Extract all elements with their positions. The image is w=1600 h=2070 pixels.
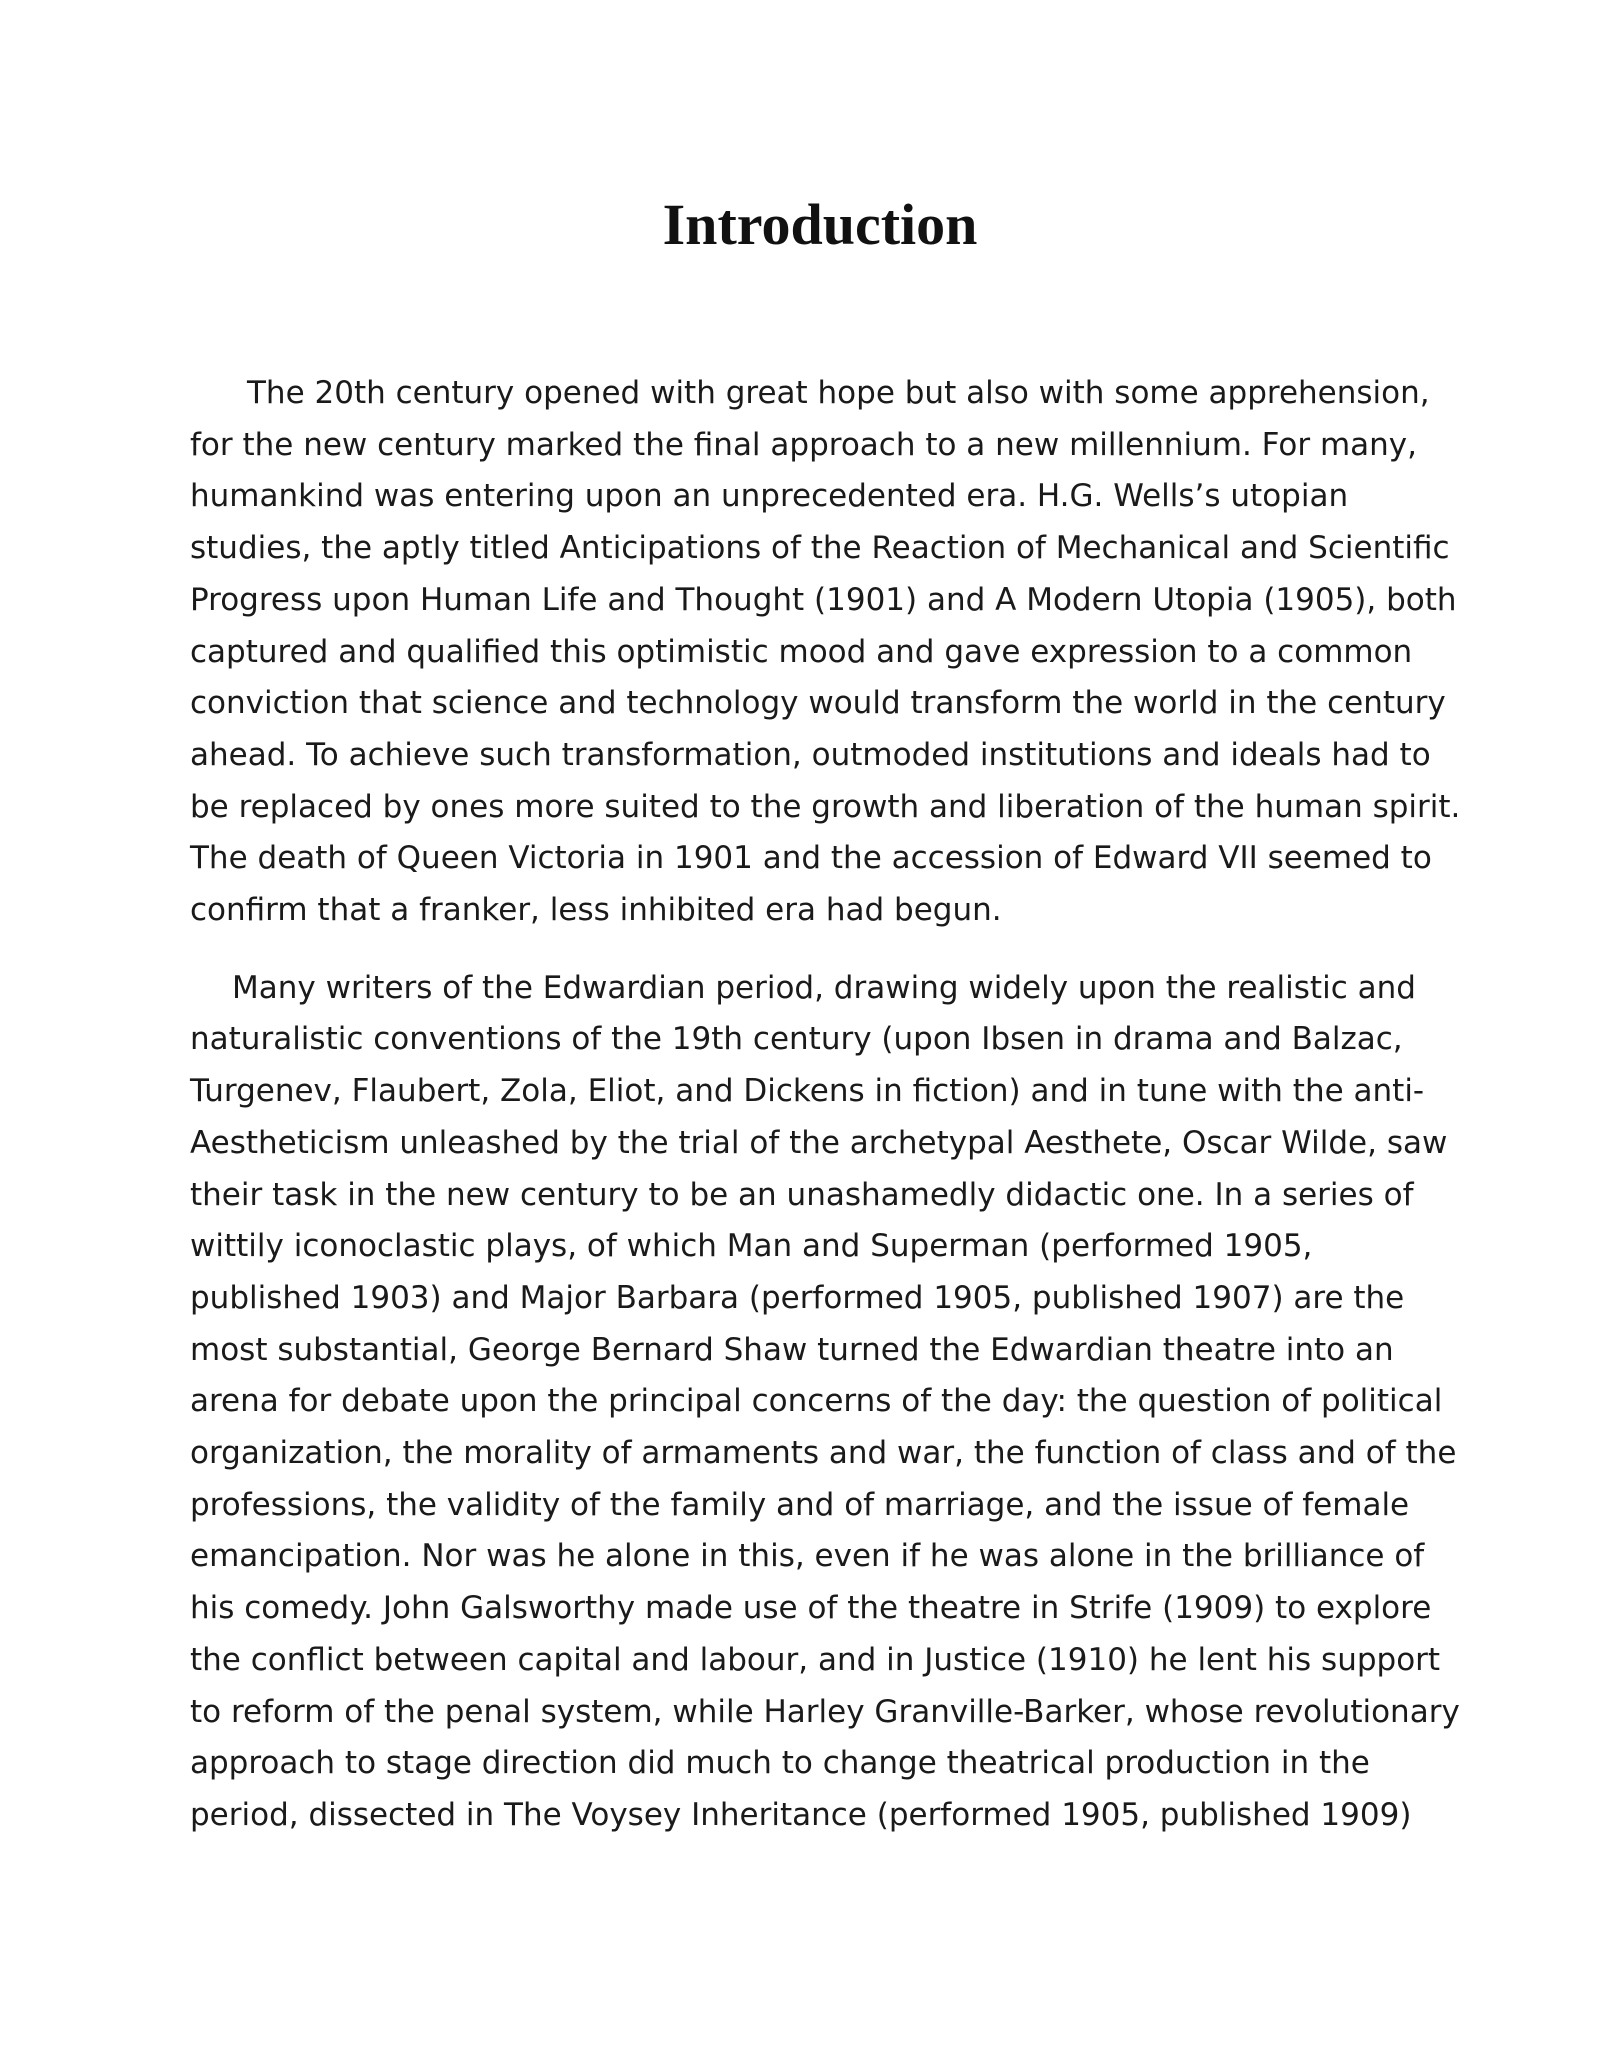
text-line: his comedy. John Galsworthy made use of the theatre in Strife (1909) to explore <box>190 1590 1432 1627</box>
text-line: be replaced by ones more suited to the growth and liberation of the human spirit. <box>190 788 1461 825</box>
text-line: most substantial, George Bernard Shaw turned the Edwardian theatre into an <box>190 1331 1394 1368</box>
document-body <box>190 368 1461 1842</box>
text-line: emancipation. Nor was he alone in this, even if he was alone in the brilliance of <box>190 1538 1425 1575</box>
paragraph-spacer <box>190 937 1430 963</box>
text-line: Aestheticism unleashed by the trial of the archetypal Aesthete, Oscar Wilde, saw <box>190 1124 1448 1161</box>
text-line: professions, the validity of the family and of marriage, and the issue of female <box>190 1486 1410 1523</box>
text-line: studies, the aptly titled Anticipations of the Reaction of Mechanical and Scientific <box>190 530 1450 567</box>
text-line: The death of Queen Victoria in 1901 and the accession of Edward VII seemed to <box>190 840 1432 877</box>
text-line: Turgenev, Flaubert, Zola, Eliot, and Dickens in fiction) and in tune with the anti- <box>190 1073 1425 1110</box>
text-line: captured and qualified this optimistic mood and gave expression to a common <box>190 633 1413 670</box>
page-title: Introduction <box>662 192 978 257</box>
text-line: to reform of the penal system, while Harley Granville-Barker, whose revolutionary <box>190 1693 1460 1730</box>
text-line: arena for debate upon the principal concerns of the day: the question of political <box>190 1383 1443 1420</box>
text-line: the conflict between capital and labour, and in Justice (1910) he lent his support <box>190 1641 1441 1678</box>
paragraph-1 <box>190 368 1461 937</box>
paragraph-2 <box>190 963 1460 1842</box>
text-line: period, dissected in The Voysey Inheritance (performed 1905, published 1909) <box>190 1796 1412 1833</box>
text-line: wittily iconoclastic plays, of which Man and Superman (performed 1905, <box>190 1228 1313 1265</box>
text-line: The 20th century opened with great hope but also with some apprehension, <box>247 375 1430 411</box>
text-line: naturalistic conventions of the 19th century (upon Ibsen in drama and Balzac, <box>190 1021 1403 1058</box>
text-line: their task in the new century to be an unashamedly didactic one. In a series of <box>190 1176 1414 1213</box>
text-line: organization, the morality of armaments and war, the function of class and of the <box>190 1435 1457 1472</box>
text-line: confirm that a franker, less inhibited era had begun. <box>190 892 1002 929</box>
text-line: published 1903) and Major Barbara (performed 1905, published 1907) are the <box>190 1279 1405 1316</box>
text-line: for the new century marked the final approach to a new millennium. For many, <box>190 426 1417 463</box>
text-line: approach to stage direction did much to change theatrical production in the <box>190 1745 1370 1782</box>
text-line: ahead. To achieve such transformation, outmoded institutions and ideals had to <box>190 736 1431 773</box>
text-line: Progress upon Human Life and Thought (1901) and A Modern Utopia (1905), both <box>190 581 1457 618</box>
text-line: Many writers of the Edwardian period, drawing widely upon the realistic and <box>232 969 1416 1006</box>
text-line: humankind was entering upon an unprecedented era. H.G. Wells’s utopian <box>190 478 1349 515</box>
text-line: conviction that science and technology would transform the world in the century <box>190 685 1446 722</box>
